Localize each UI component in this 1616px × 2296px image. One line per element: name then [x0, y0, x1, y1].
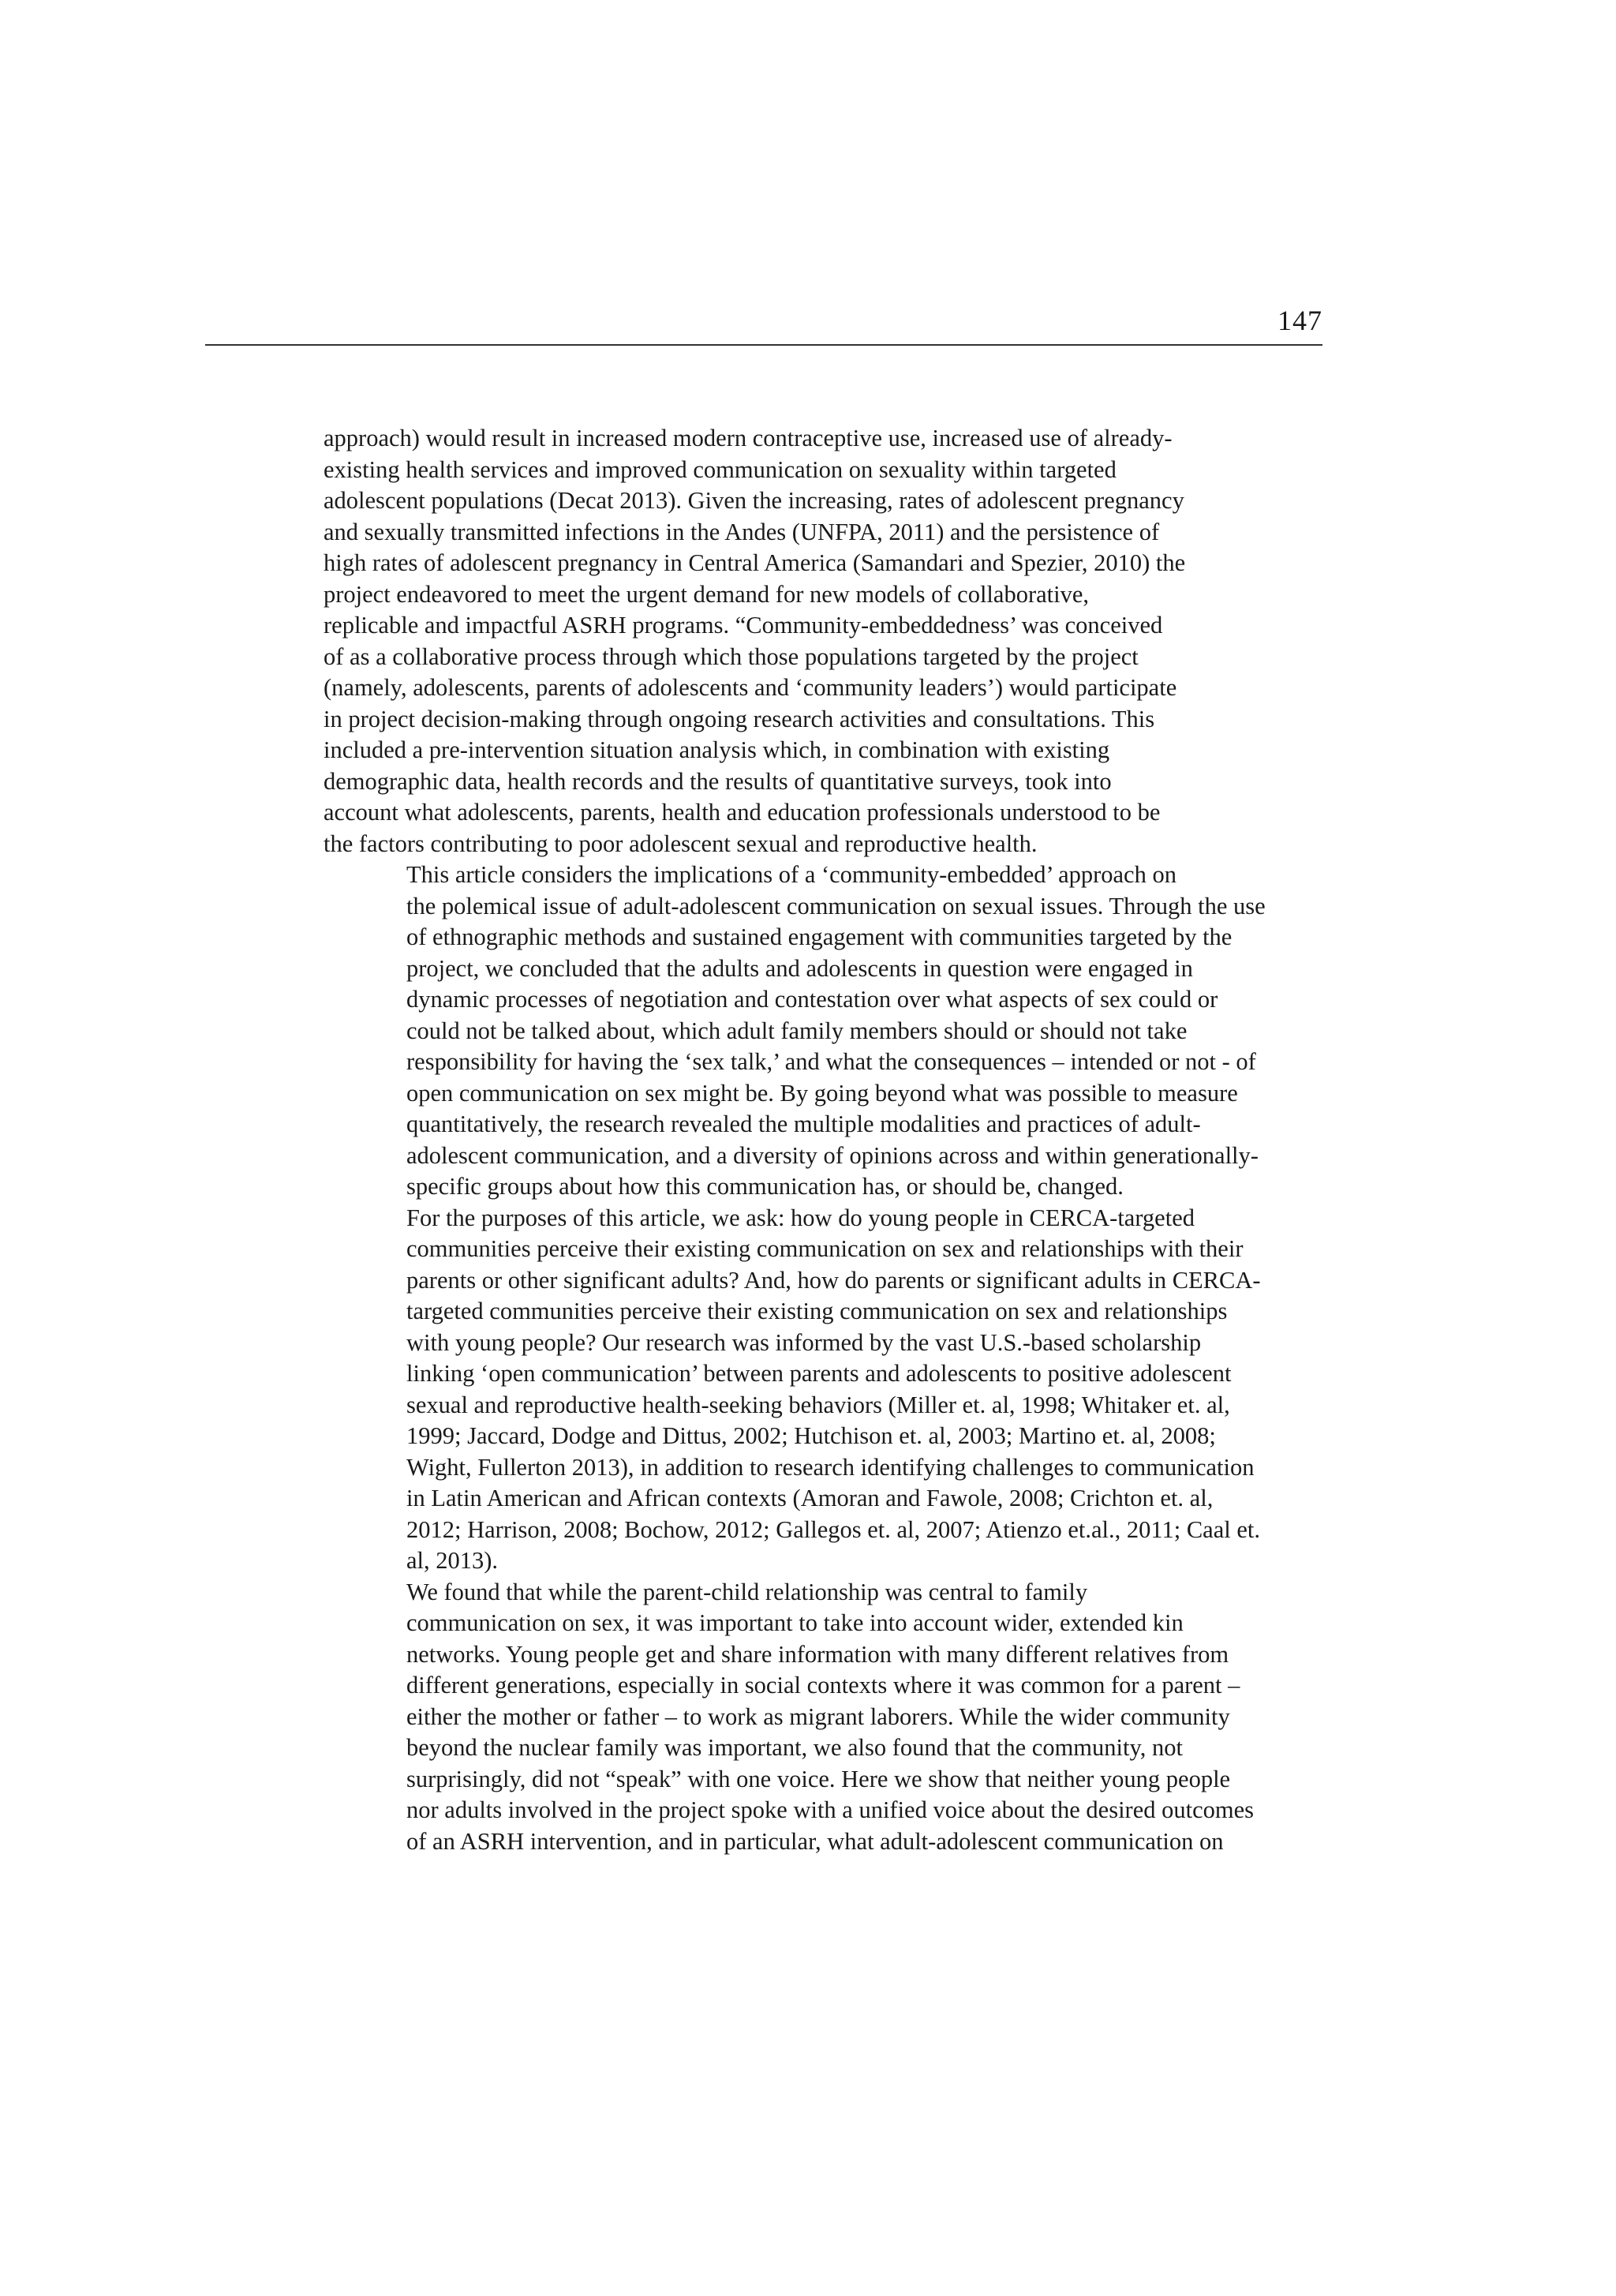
text-line: adolescent populations (Decat 2013). Given the increasing, rates of adolescent pregnancy [324, 487, 1184, 514]
text-line: specific groups about how this communication has, or should be, changed. [406, 1173, 1124, 1200]
text-line: parents or other significant adults? And, how do parents or significant adults in CERCA- [406, 1266, 1261, 1294]
text-line: communities perceive their existing communication on sex and relationships with their [406, 1235, 1244, 1262]
paragraph [324, 860, 1298, 1203]
text-line: high rates of adolescent pregnancy in Central America (Samandari and Spezier, 2010) the [324, 549, 1186, 576]
text-line: and sexually transmitted infections in the Andes (UNFPA, 2011) and the persistence of [324, 518, 1160, 545]
text-line: approach) would result in increased modern contraceptive use, increased use of already- [324, 425, 1173, 451]
text-line: communication on sex, it was important to take into account wider, extended kin [406, 1609, 1184, 1636]
text-line: the polemical issue of adult-adolescent communication on sexual issues. Through the use [406, 892, 1266, 920]
text-line: adolescent communication, and a diversity of opinions across and within generationally- [406, 1141, 1259, 1169]
text-line: in Latin American and African contexts (Amoran and Fawole, 2008; Crichton et. al, [406, 1485, 1214, 1511]
text-line: 1999; Jaccard, Dodge and Dittus, 2002; Hutchison et. al, 2003; Martino et. al, 2008; [406, 1422, 1216, 1449]
text-line: the factors contributing to poor adolescent sexual and reproductive health. [324, 830, 1038, 857]
text-line: nor adults involved in the project spoke with a unified voice about the desired outcomes [406, 1796, 1255, 1823]
text-line: (namely, adolescents, parents of adolescents and ‘community leaders’) would participate [324, 674, 1177, 701]
text-line: We found that while the parent-child relationship was central to family [406, 1578, 1088, 1605]
text-line: could not be talked about, which adult family members should or should not take [406, 1017, 1188, 1044]
text-line: account what adolescents, parents, health and education professionals understood to be [324, 799, 1161, 826]
text-line: networks. Young people get and share information with many different relatives from [406, 1640, 1229, 1668]
text-line: beyond the nuclear family was important, we also found that the community, not [406, 1734, 1183, 1761]
text-line: with young people? Our research was informed by the vast U.S.-based scholarship [406, 1328, 1202, 1356]
header-rule [205, 344, 1322, 346]
text-line: project, we concluded that the adults and adolescents in question were engaged in [406, 954, 1193, 982]
text-line: linking ‘open communication’ between parents and adolescents to positive adolescent [406, 1360, 1232, 1387]
text-line: sexual and reproductive health-seeking behaviors (Miller et. al, 1998; Whitaker et. al, [406, 1391, 1230, 1418]
text-line: quantitatively, the research revealed the multiple modalities and practices of adult- [406, 1111, 1201, 1137]
page-number: 147 [1277, 305, 1322, 336]
text-line: of ethnographic methods and sustained engagement with communities targeted by the [406, 923, 1233, 950]
text-line: surprisingly, did not “speak” with one voice. Here we show that neither young people [406, 1765, 1231, 1792]
text-line: 2012; Harrison, 2008; Bochow, 2012; Gallegos et. al, 2007; Atienzo et.al., 2011; Caal et. [406, 1515, 1260, 1543]
paragraph [324, 423, 1298, 860]
text-line: project endeavored to meet the urgent demand for new models of collaborative, [324, 580, 1089, 608]
text-line: al, 2013). [406, 1547, 499, 1574]
text-line: different generations, especially in social contexts where it was common for a parent – [406, 1672, 1240, 1699]
text-line: included a pre-intervention situation analysis which, in combination with existing [324, 736, 1110, 763]
text-line: of as a collaborative process through which those populations targeted by the project [324, 642, 1139, 670]
text-line: dynamic processes of negotiation and contestation over what aspects of sex could or [406, 986, 1218, 1013]
text-line: of an ASRH intervention, and in particular, what adult-adolescent communication on [406, 1827, 1224, 1855]
text-line: either the mother or father – to work as migrant laborers. While the wider community [406, 1702, 1230, 1730]
text-line: Wight, Fullerton 2013), in addition to research identifying challenges to communication [406, 1453, 1255, 1481]
paragraph [324, 1577, 1298, 1858]
text-line: targeted communities perceive their existing communication on sex and relationships [406, 1298, 1228, 1324]
text-line: in project decision-making through ongoing research activities and consultations. This [324, 705, 1155, 732]
text-line: This article considers the implications of a ‘community-embedded’ approach on [406, 861, 1176, 888]
text-line: responsibility for having the ‘sex talk,’ and what the consequences – intended or not - of [406, 1048, 1256, 1075]
text-line: demographic data, health records and the results of quantitative surveys, took into [324, 767, 1112, 795]
text-line: replicable and impactful ASRH programs. “Community-embeddedness’ was conceived [324, 612, 1163, 639]
text-line: open communication on sex might be. By going beyond what was possible to measure [406, 1079, 1238, 1107]
text-line: For the purposes of this article, we ask: how do young people in CERCA-targeted [406, 1204, 1195, 1231]
body-text [324, 423, 1298, 1857]
paragraph [324, 1203, 1298, 1577]
text-line: existing health services and improved communication on sexuality within targeted [324, 455, 1117, 483]
